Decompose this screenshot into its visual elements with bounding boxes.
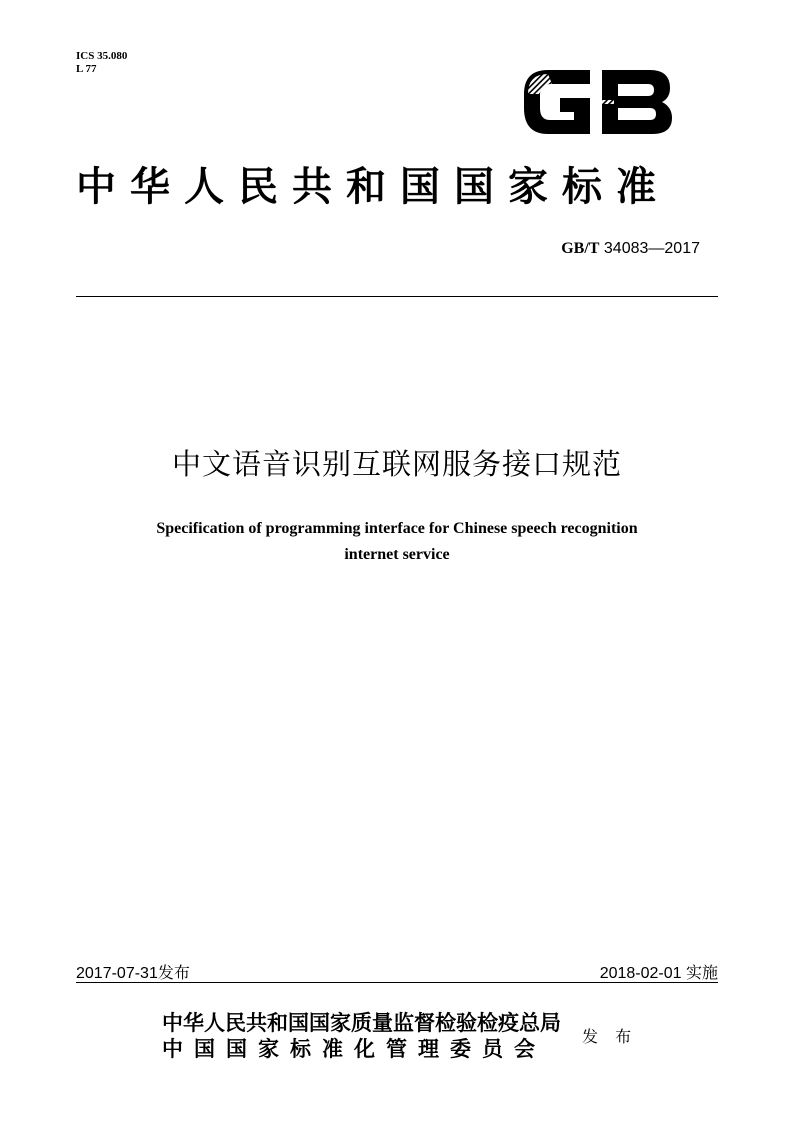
national-standard-heading: 中华人民共和国国家标准 bbox=[76, 163, 670, 210]
issue-date-value: 2017-07-31 bbox=[76, 965, 158, 982]
issue-date bbox=[76, 960, 190, 983]
ics-code: ICS 35.080 bbox=[76, 50, 128, 62]
standard-number-prefix: GB/T bbox=[561, 240, 600, 257]
issuer-sac: 中国国家标准化管理委员会 bbox=[162, 1036, 546, 1061]
gb-logo-icon bbox=[516, 60, 676, 142]
chinese-title: 中文语音识别互联网服务接口规范 bbox=[171, 447, 622, 481]
implement-date-label: 实施 bbox=[685, 965, 718, 982]
english-title-line2: internet service bbox=[344, 546, 450, 563]
implement-date bbox=[600, 960, 718, 983]
implement-date-value: 2018-02-01 bbox=[599, 965, 682, 982]
standard-number bbox=[561, 240, 700, 258]
english-title-line1: Specification of programming interface for Chinese speech recognition bbox=[156, 520, 638, 537]
top-divider bbox=[76, 296, 718, 297]
ccs-code: L 77 bbox=[76, 63, 97, 75]
english-title bbox=[0, 516, 794, 568]
issue-date-label: 发布 bbox=[157, 965, 190, 982]
classification-block bbox=[76, 50, 127, 76]
standard-number-value: 34083—2017 bbox=[603, 240, 700, 257]
issuers-block bbox=[162, 1010, 561, 1062]
issuer-aqsiq: 中华人民共和国国家质量监督检验检疫总局 bbox=[162, 1010, 561, 1035]
bottom-divider bbox=[76, 982, 718, 983]
publish-label: 发 布 bbox=[582, 1027, 638, 1046]
